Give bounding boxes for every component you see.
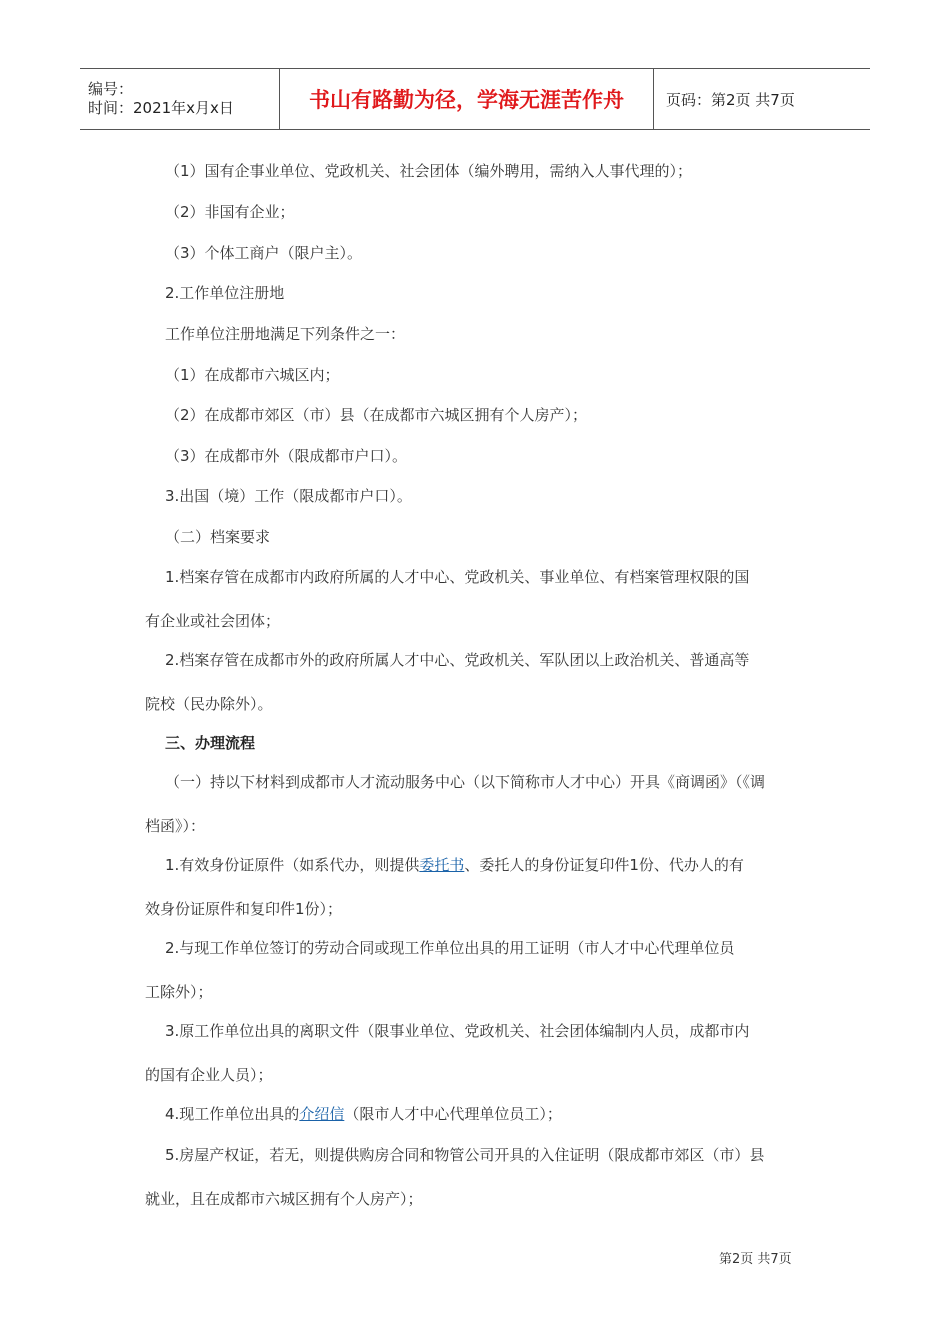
item1-pre: 1.有效身份证原件（如系代办，则提供 (165, 856, 420, 874)
text-line: 2.与现工作单位签订的劳动合同或现工作单位出具的用工证明（市人才中心代理单位员 (165, 939, 735, 957)
text-line: （1）在成都市六城区内； (165, 366, 340, 384)
text-line: 工作单位注册地满足下列条件之一： (165, 325, 406, 343)
text-line: 院校（民办除外）。 (145, 695, 273, 713)
text-line: （二）档案要求 (165, 528, 271, 546)
text-line: 2.档案存管在成都市外的政府所属人才中心、党政机关、军队团以上政治机关、普通高等 (165, 651, 750, 669)
page-footer: 第2页 共7页 (719, 1252, 792, 1267)
introduction-letter-link[interactable]: 介绍信 (299, 1105, 345, 1123)
header-motto-cell (280, 69, 654, 129)
page-header (80, 68, 870, 130)
text-line: 5.房屋产权证，若无，则提供购房合同和物管公司开具的入住证明（限成都市郊区（市）县 (165, 1146, 765, 1164)
text-line: 1.档案存管在成都市内政府所属的人才中心、党政机关、事业单位、有档案管理权限的国 (165, 568, 750, 586)
text-line: 2.工作单位注册地 (165, 284, 285, 302)
text-line: （1）国有企事业单位、党政机关、社会团体（编外聘用，需纳入人事代理的）； (165, 162, 693, 180)
motto: 书山有路勤为径，学海无涯苦作舟 (309, 88, 624, 112)
text-line: （2）在成都市郊区（市）县（在成都市六城区拥有个人房产）； (165, 406, 588, 424)
text-line: 档函》）： (145, 817, 206, 835)
header-page-cell (654, 69, 870, 129)
time-label: 时间：2021年x月x日 (88, 99, 234, 117)
item1-post: 、委托人的身份证复印件1份、代办人的有 (464, 856, 744, 874)
header-meta (80, 69, 280, 129)
item4-pre: 4.现工作单位出具的 (165, 1105, 300, 1123)
section-heading: 三、办理流程 (165, 734, 256, 752)
item4-line (165, 1103, 562, 1124)
text-line: 3.出国（境）工作（限成都市户口）。 (165, 487, 412, 505)
text-line: 效身份证原件和复印件1份）； (145, 900, 343, 918)
text-line: （3）在成都市外（限成都市户口）。 (165, 447, 408, 465)
number-label: 编号： (88, 80, 134, 98)
item4-post: （限市人才中心代理单位员工）； (344, 1105, 562, 1123)
text-line: （一）持以下材料到成都市人才流动服务中心（以下简称市人才中心）开具《商调函》（《调 (165, 773, 766, 791)
text-line: （2）非国有企业； (165, 203, 295, 221)
text-line: （3）个体工商户（限户主）。 (165, 244, 363, 262)
page-label: 页码：第2页 共7页 (666, 90, 795, 109)
text-line: 有企业或社会团体； (145, 612, 281, 630)
text-line: 就业，且在成都市六城区拥有个人房产）； (145, 1190, 423, 1208)
proxy-letter-link[interactable]: 委托书 (419, 856, 465, 874)
text-line: 工除外）； (145, 983, 213, 1001)
text-line: 的国有企业人员）； (145, 1066, 273, 1084)
item1-line (165, 854, 744, 875)
text-line: 3.原工作单位出具的离职文件（限事业单位、党政机关、社会团体编制内人员，成都市内 (165, 1022, 750, 1040)
